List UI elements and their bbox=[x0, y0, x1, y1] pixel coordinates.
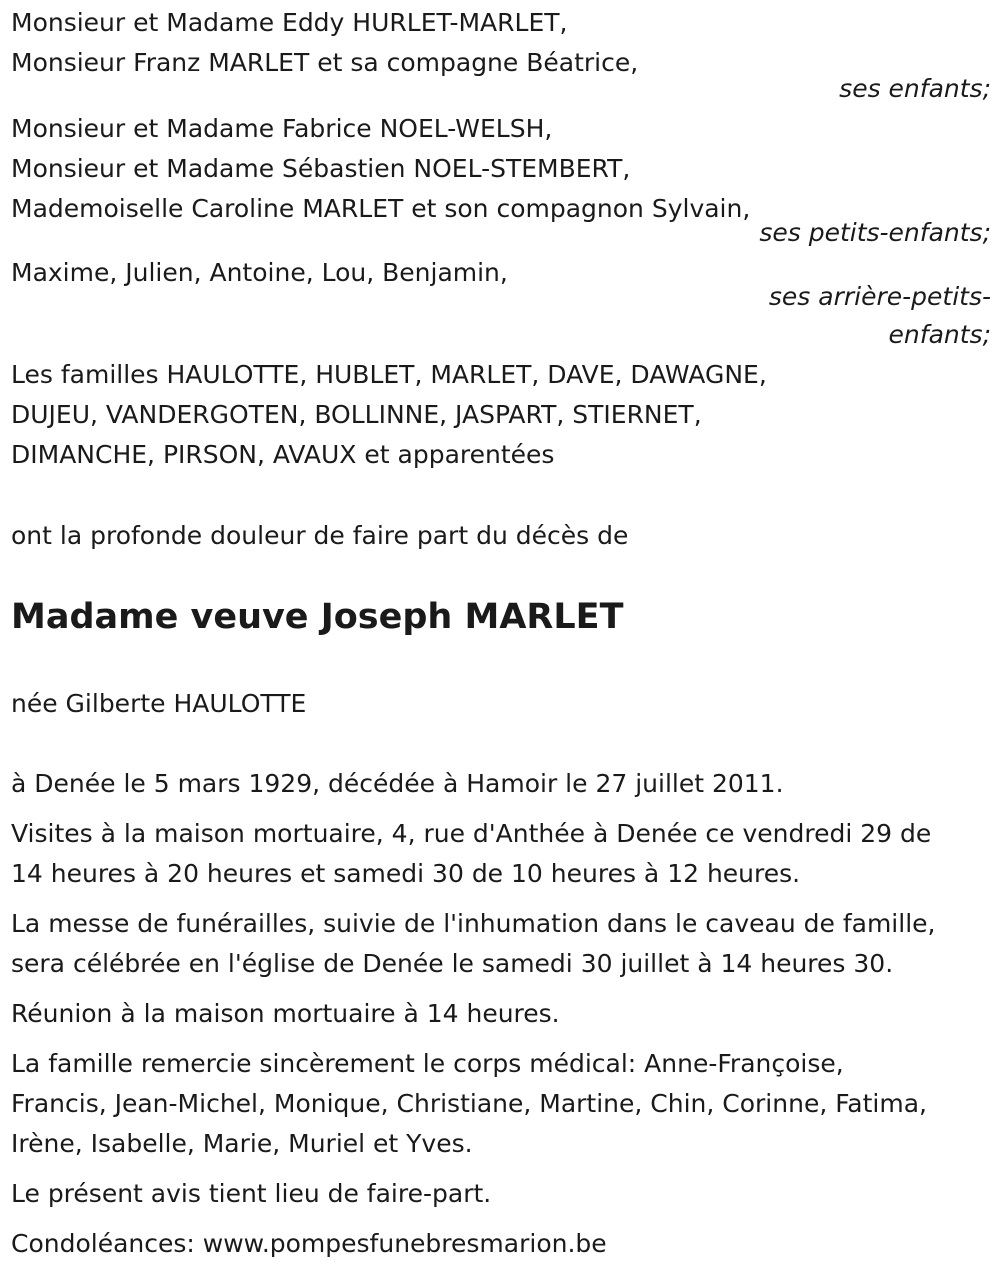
thanks-line: Irène, Isabelle, Marie, Muriel et Yves. bbox=[11, 1129, 473, 1158]
great-grandchildren-line: Maxime, Julien, Antoine, Lou, Benjamin, bbox=[11, 258, 508, 287]
deceased-name: Madame veuve Joseph MARLET bbox=[11, 597, 624, 637]
notice-text: Le présent avis tient lieu de faire-part. bbox=[11, 1179, 492, 1208]
children-role: ses enfants; bbox=[839, 74, 991, 103]
funeral-line: La messe de funérailles, suivie de l'inhumation dans le caveau de famille, bbox=[11, 909, 936, 938]
birth-death-text: à Denée le 5 mars 1929, décédée à Hamoir le 27 juillet 2011. bbox=[11, 769, 784, 798]
great-grandchildren-role: enfants; bbox=[888, 320, 991, 349]
thanks-line: Francis, Jean-Michel, Monique, Christiane, Martine, Chin, Corinne, Fatima, bbox=[11, 1089, 927, 1118]
visits-line: Visites à la maison mortuaire, 4, rue d'Anthée à Denée ce vendredi 29 de bbox=[11, 819, 932, 848]
families-line: DIMANCHE, PIRSON, AVAUX et apparentées bbox=[11, 440, 555, 469]
grandchildren-line: Monsieur et Madame Fabrice NOEL-WELSH, bbox=[11, 114, 553, 143]
children-line: Monsieur et Madame Eddy HURLET-MARLET, bbox=[11, 8, 568, 37]
reunion-text: Réunion à la maison mortuaire à 14 heures. bbox=[11, 999, 560, 1028]
grandchildren-role: ses petits-enfants; bbox=[759, 218, 991, 247]
great-grandchildren-role: ses arrière-petits- bbox=[768, 282, 991, 311]
maiden-name: née Gilberte HAULOTTE bbox=[11, 689, 307, 718]
visits-line: 14 heures à 20 heures et samedi 30 de 10 heures à 12 heures. bbox=[11, 859, 801, 888]
details-section bbox=[11, 764, 991, 1264]
families-line: Les familles HAULOTTE, HUBLET, MARLET, DAVE, DAWAGNE, bbox=[11, 360, 767, 389]
grandchildren-line: Monsieur et Madame Sébastien NOEL-STEMBERT, bbox=[11, 154, 631, 183]
thanks-line: La famille remercie sincèrement le corps médical: Anne-Françoise, bbox=[11, 1049, 844, 1078]
families-section bbox=[11, 355, 991, 475]
families-line: DUJEU, VANDERGOTEN, BOLLINNE, JASPART, STIERNET, bbox=[11, 400, 702, 429]
grandchildren-line: Mademoiselle Caroline MARLET et son compagnon Sylvain, bbox=[11, 194, 751, 223]
funeral-line: sera célébrée en l'église de Denée le samedi 30 juillet à 14 heures 30. bbox=[11, 949, 894, 978]
children-line: Monsieur Franz MARLET et sa compagne Béatrice, bbox=[11, 48, 639, 77]
grandchildren-section bbox=[11, 109, 991, 229]
announcement-text: ont la profonde douleur de faire part du décès de bbox=[11, 521, 629, 550]
condolences-text: Condoléances: www.pompesfunebresmarion.be bbox=[11, 1229, 607, 1258]
